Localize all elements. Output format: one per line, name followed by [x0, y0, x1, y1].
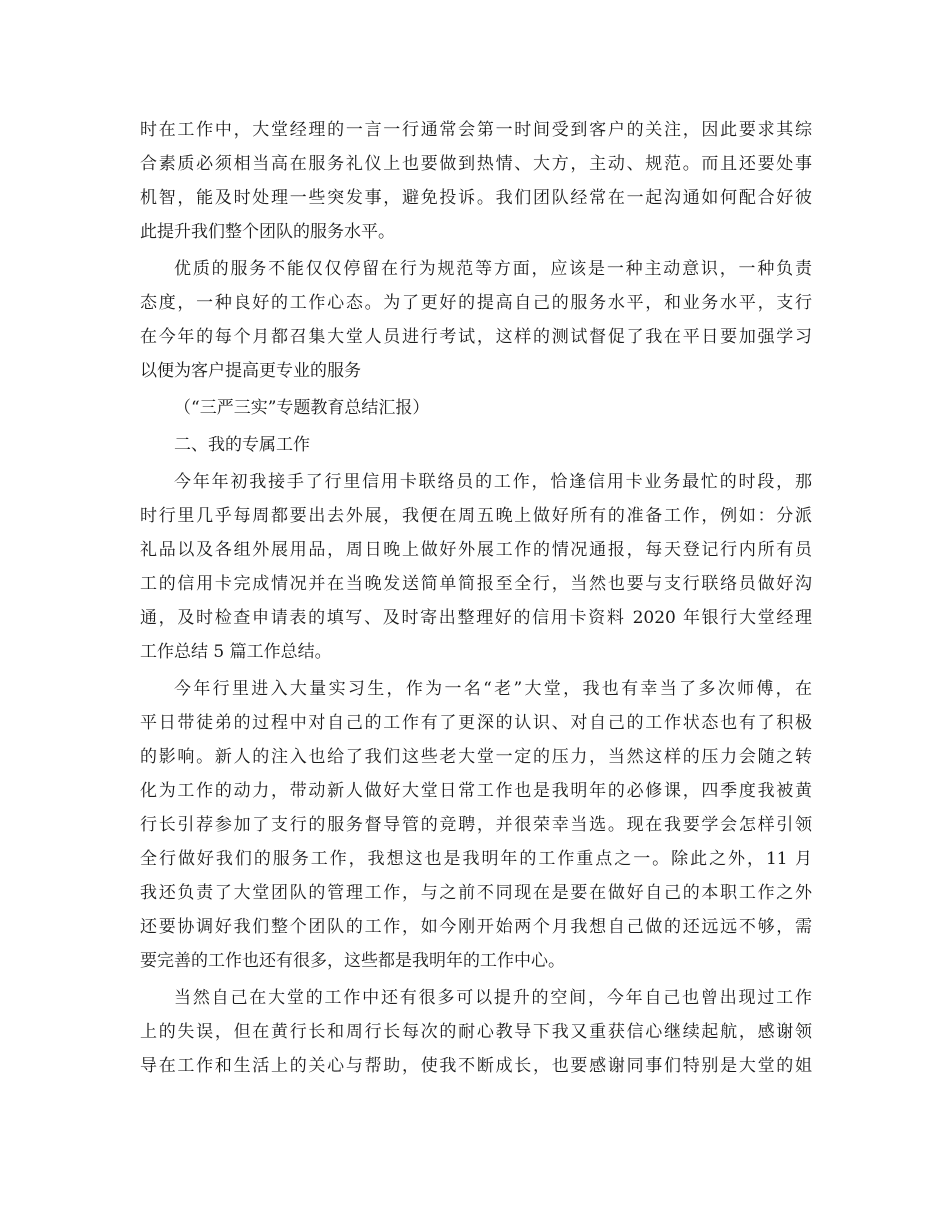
- text-line: 合素质必须相当高在服务礼仪上也要做到热情、大方，主动、规范。而且还要处事: [140, 154, 812, 174]
- paragraph: [140, 391, 812, 425]
- document-body: [140, 113, 812, 1083]
- text-line: 此提升我们整个团队的服务水平。: [140, 222, 395, 242]
- text-line: 优质的服务不能仅仅停留在行为规范等方面，应该是一种主动意识，一种负责: [174, 259, 812, 279]
- text-line: 时在工作中，大堂经理的一言一行通常会第一时间受到客户的关注，因此要求其综: [140, 120, 812, 140]
- text-line: 工作总结 5 篇工作总结。: [140, 642, 332, 662]
- paragraph: [140, 252, 812, 388]
- text-line: 在今年的每个月都召集大堂人员进行考试，这样的测试督促了我在平日要加强学习: [140, 327, 812, 347]
- paragraph: [140, 113, 812, 249]
- text-line: 的影响。新人的注入也给了我们这些老大堂一定的压力，当然这样的压力会随之转: [140, 747, 812, 767]
- text-line: 工的信用卡完成情况并在当晚发送简单简报至全行，当然也要与支行联络员做好沟: [140, 574, 812, 594]
- text-line: 机智，能及时处理一些突发事，避免投诉。我们团队经常在一起沟通如何配合好彼: [140, 188, 812, 208]
- text-line: 要完善的工作也还有很多，这些都是我明年的工作中心。: [140, 951, 565, 971]
- text-line: 化为工作的动力，带动新人做好大堂日常工作也是我明年的必修课，四季度我被黄: [140, 781, 812, 801]
- text-line: 我还负责了大堂团队的管理工作，与之前不同现在是要在做好自己的本职工作之外: [140, 883, 812, 903]
- text-line: 礼品以及各组外展用品，周日晚上做好外展工作的情况通报，每天登记行内所有员: [140, 540, 812, 560]
- text-line: 还要协调好我们整个团队的工作，如今刚开始两个月我想自己做的还远远不够，需: [140, 917, 812, 937]
- text-line: 平日带徒弟的过程中对自己的工作有了更深的认识、对自己的工作状态也有了积极: [140, 713, 812, 733]
- paragraph: [140, 981, 812, 1083]
- text-line: 行长引荐参加了支行的服务督导管的竞聘，并很荣幸当选。现在我要学会怎样引领: [140, 815, 812, 835]
- text-line: 上的失误，但在黄行长和周行长每次的耐心教导下我又重获信心继续起航，感谢领: [140, 1022, 812, 1042]
- text-line: 时行里几乎每周都要出去外展，我便在周五晚上做好所有的准备工作，例如：分派: [140, 506, 812, 526]
- text-line: 今年行里进入大量实习生，作为一名“老”大堂，我也有幸当了多次师傅，在: [174, 679, 812, 699]
- paragraph: [140, 672, 812, 978]
- text-line: 态度，一种良好的工作心态。为了更好的提高自己的服务水平，和业务水平，支行: [140, 293, 812, 313]
- text-line: 当然自己在大堂的工作中还有很多可以提升的空间，今年自己也曾出现过工作: [174, 988, 812, 1008]
- text-line: 通，及时检查申请表的填写、及时寄出整理好的信用卡资料 2020 年银行大堂经理: [140, 608, 812, 628]
- text-line: 今年年初我接手了行里信用卡联络员的工作，恰逢信用卡业务最忙的时段，那: [174, 472, 812, 492]
- text-line: 二、我的专属工作: [174, 435, 310, 455]
- text-line: 以便为客户提高更专业的服务: [140, 361, 361, 381]
- text-line: （“三严三实”专题教育总结汇报）: [174, 398, 430, 418]
- paragraph: [140, 465, 812, 669]
- text-line: 导在工作和生活上的关心与帮助，使我不断成长，也要感谢同事们特别是大堂的姐: [140, 1056, 812, 1076]
- text-line: 全行做好我们的服务工作，我想这也是我明年的工作重点之一。除此之外，11 月: [140, 849, 812, 869]
- paragraph: [140, 428, 812, 462]
